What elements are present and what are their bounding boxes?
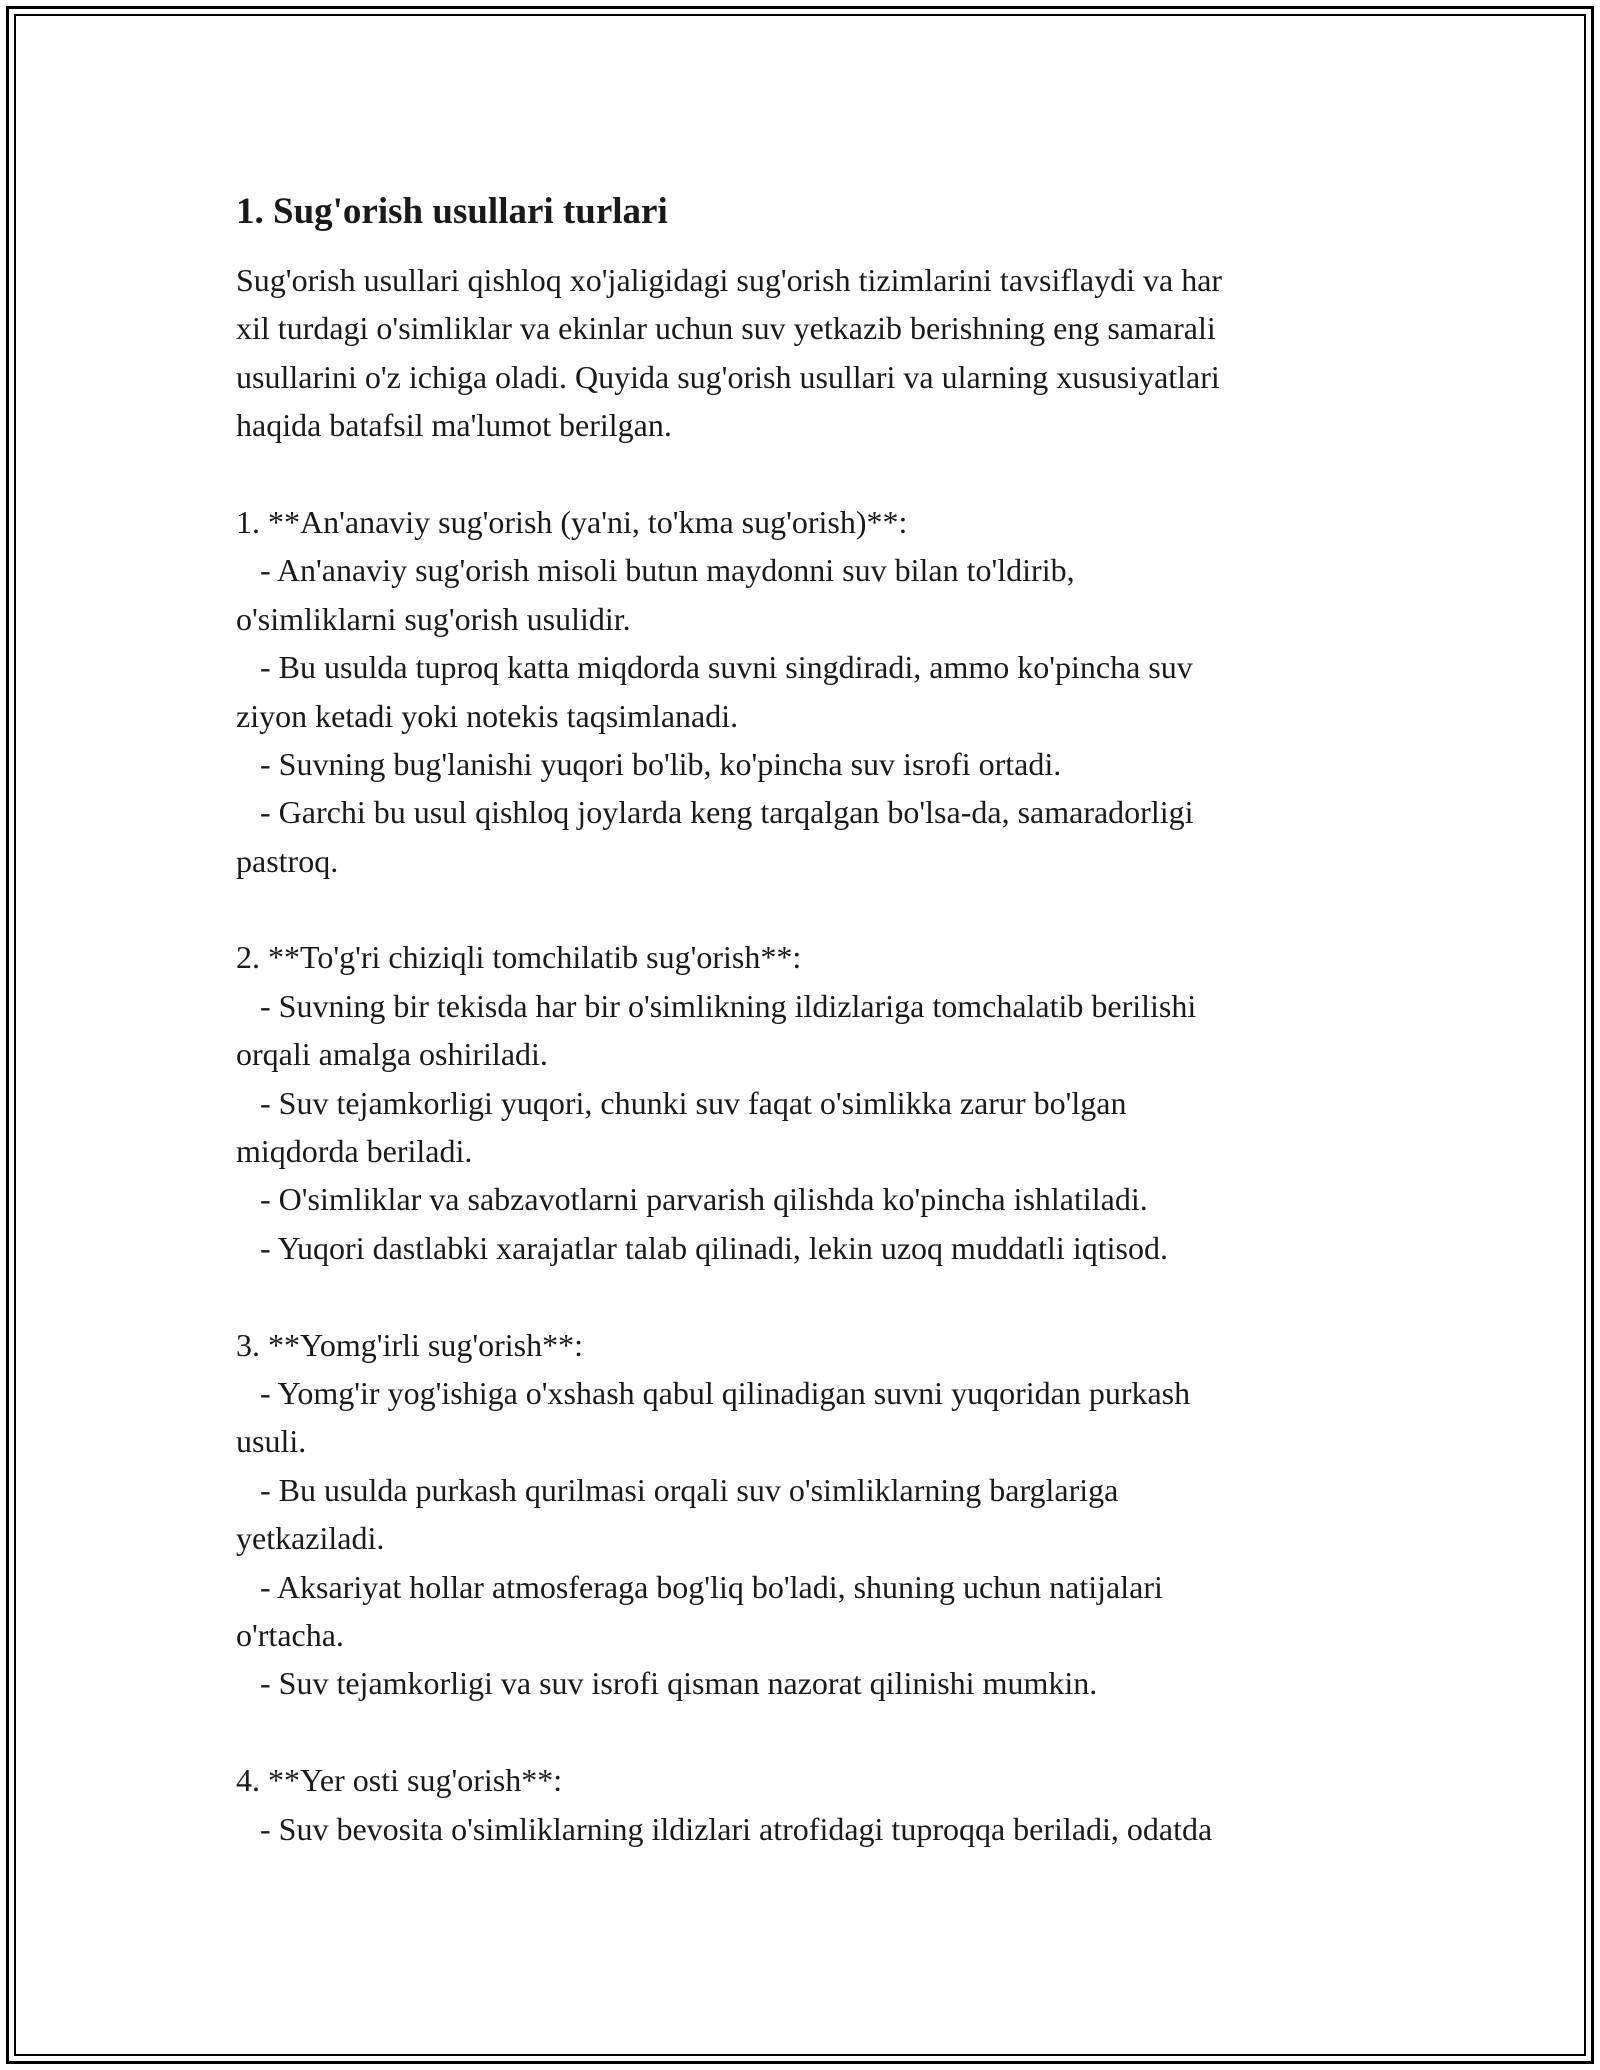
paragraph-gap — [236, 885, 1386, 933]
text-line: - O'simliklar va sabzavotlarni parvarish qilishda ko'pincha ishlatiladi. — [236, 1181, 1148, 1218]
text-line: - Suv bevosita o'simliklarning ildizlari atrofidagi tuproqqa beriladi, odatda — [236, 1810, 1213, 1847]
text-line: Sug'orish usullari qishloq xo'jaligidagi sug'orish tizimlarini tavsiflaydi va har — [236, 262, 1223, 298]
document-body — [236, 188, 1386, 1853]
text-line: 3. **Yomg'irli sug'orish**: — [236, 1326, 583, 1363]
text-line: - Yuqori dastlabki xarajatlar talab qilinadi, lekin uzoq muddatli iqtisod. — [236, 1229, 1168, 1266]
text-line: yetkaziladi. — [236, 1520, 385, 1557]
paragraph-gap — [236, 1708, 1386, 1756]
text-line: - Garchi bu usul qishloq joylarda keng tarqalgan bo'lsa-da, samaradorligi — [236, 794, 1194, 831]
text-line: pastroq. — [236, 842, 339, 879]
text-line: - Suvning bug'lanishi yuqori bo'lib, ko'pincha suv isrofi ortadi. — [236, 745, 1062, 782]
text-line: - Bu usulda purkash qurilmasi orqali suv o'simliklarning barglariga — [236, 1471, 1119, 1508]
text-line: haqida batafsil ma'lumot berilgan. — [236, 407, 672, 444]
text-line: - Suv tejamkorligi va suv isrofi qisman nazorat qilinishi mumkin. — [236, 1665, 1098, 1702]
text-line: 1. **An'anaviy sug'orish (ya'ni, to'kma sug'orish)**: — [236, 503, 908, 540]
text-line: 2. **To'g'ri chiziqli tomchilatib sug'orish**: — [236, 939, 802, 976]
text-line: usullarini o'z ichiga oladi. Quyida sug'orish usullari va ularning xususiyatlari — [236, 358, 1220, 395]
text-line: o'rtacha. — [236, 1616, 344, 1653]
text-line: - Suvning bir tekisda har bir o'simlikning ildizlariga tomchalatib berilishi — [236, 987, 1197, 1024]
text-line: - Aksariyat hollar atmosferaga bog'liq bo'ladi, shuning uchun natijalari — [236, 1568, 1163, 1605]
text-line: xil turdagi o'simliklar va ekinlar uchun suv yetkazib berishning eng samarali — [236, 310, 1216, 347]
text-line: o'simliklarni sug'orish usulidir. — [236, 600, 631, 637]
text-line: ziyon ketadi yoki notekis taqsimlanadi. — [236, 697, 739, 734]
text-line: orqali amalga oshiriladi. — [236, 1036, 548, 1073]
text-line: - An'anaviy sug'orish misoli butun maydonni suv bilan to'ldirib, — [236, 552, 1075, 589]
paragraph-gap — [236, 1272, 1386, 1320]
text-block — [236, 256, 1386, 1853]
text-line: usuli. — [236, 1423, 307, 1460]
section-heading: 1. Sug'orish usullari turlari — [236, 191, 668, 232]
text-line: - Yomg'ir yog'ishiga o'xshash qabul qilinadigan suvni yuqoridan purkash — [236, 1374, 1191, 1411]
text-line: miqdorda beriladi. — [236, 1133, 473, 1170]
text-line: - Suv tejamkorligi yuqori, chunki suv faqat o'simlikka zarur bo'lgan — [236, 1084, 1127, 1121]
text-line: 4. **Yer osti sug'orish**: — [236, 1762, 563, 1799]
paragraph-gap — [236, 450, 1386, 498]
text-line: - Bu usulda tuproq katta miqdorda suvni singdiradi, ammo ko'pincha suv — [236, 649, 1193, 686]
